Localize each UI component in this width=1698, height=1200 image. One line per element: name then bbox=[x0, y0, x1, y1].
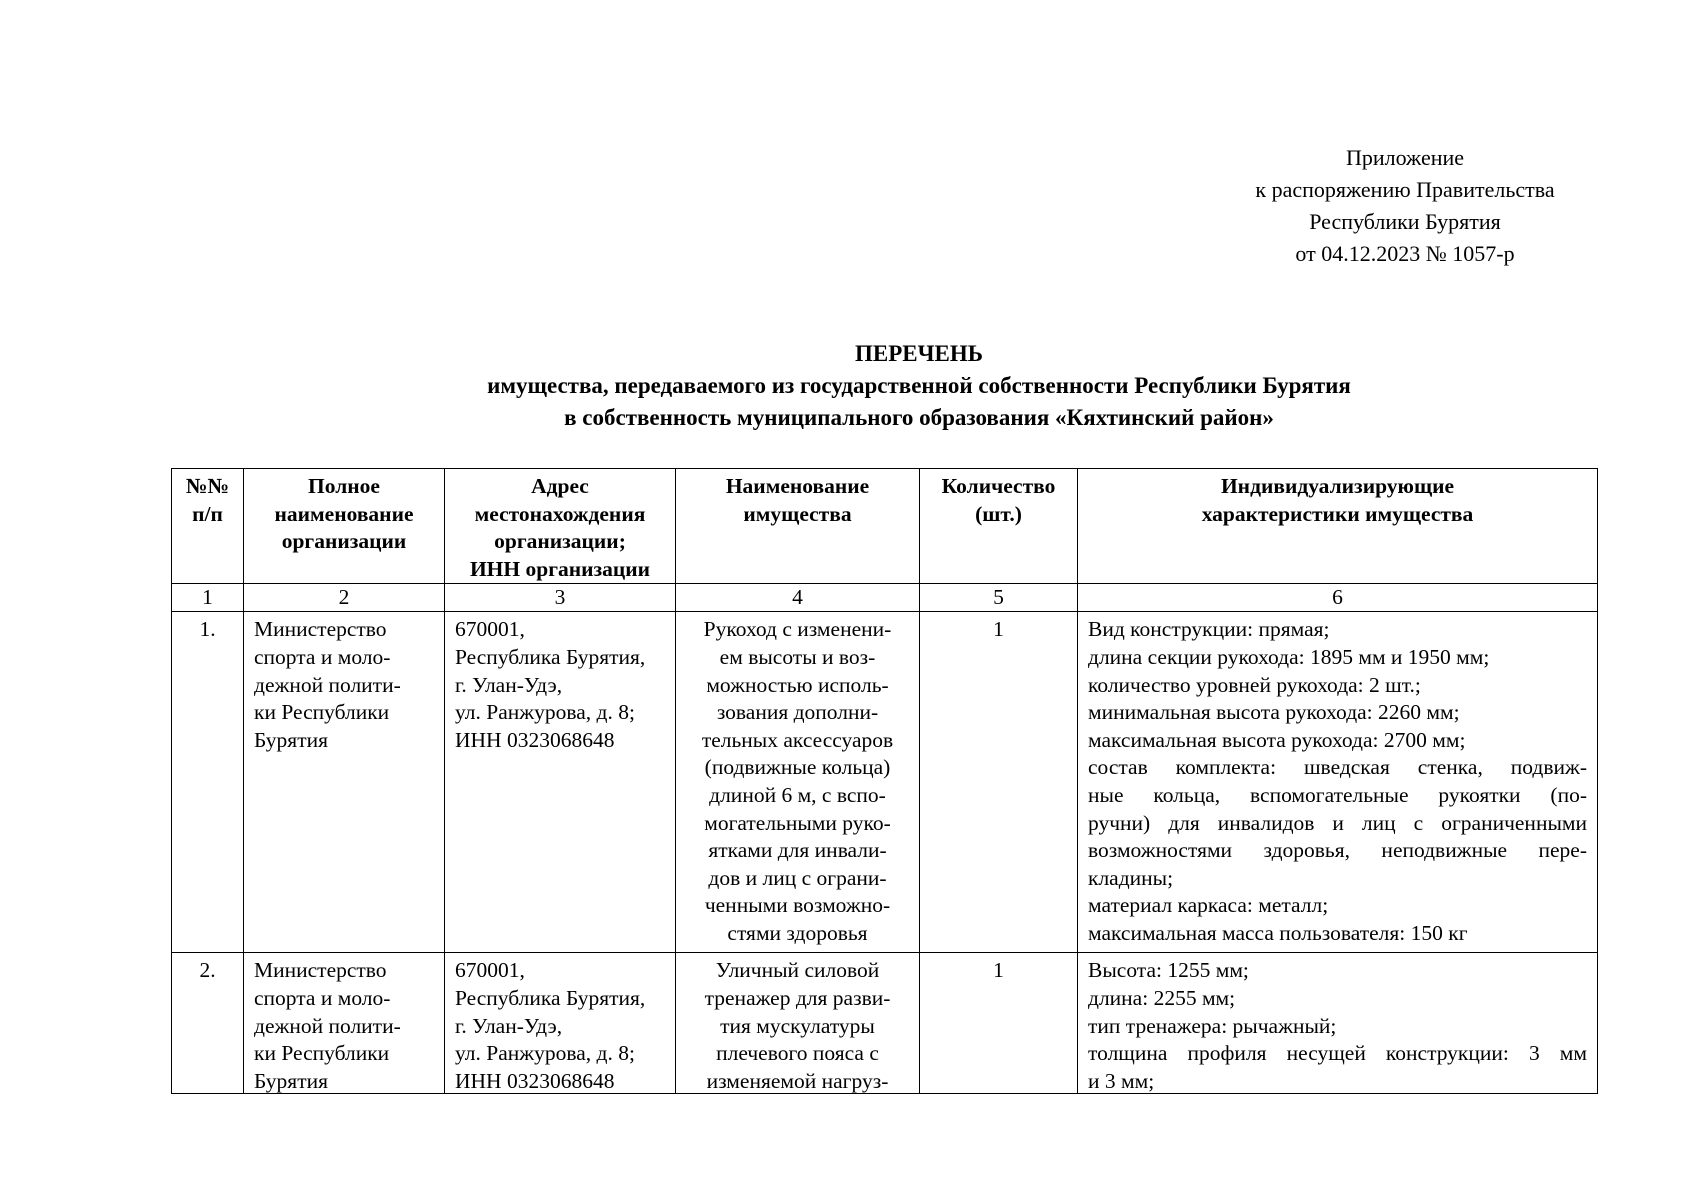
column-number: 4 bbox=[676, 584, 920, 612]
row-number: 1. bbox=[172, 612, 244, 953]
appendix-date-number: от 04.12.2023 № 1057-р bbox=[1295, 241, 1515, 266]
column-number-row bbox=[172, 584, 1598, 612]
quantity-cell: 1 bbox=[920, 612, 1078, 953]
organization-cell: Министерство спорта и моло- дежной полити- ки Республики Бурятия bbox=[244, 953, 445, 1094]
header-item-name: Наименование имущества bbox=[676, 469, 920, 584]
header-organization: Полное наименование организации bbox=[244, 469, 445, 584]
header-number: №№ п/п bbox=[172, 469, 244, 584]
appendix-block bbox=[1230, 142, 1580, 270]
appendix-label: Приложение bbox=[1345, 145, 1465, 170]
column-number: 1 bbox=[172, 584, 244, 612]
appendix-republic: Республики Бурятия bbox=[1309, 209, 1501, 234]
document-title bbox=[0, 338, 1698, 434]
item-name-cell: Рукоход с изменени- ем высоты и воз- можностью исполь- зования дополни- тельных аксессуаров (подвижные кольца) длиной 6 м, с вспо- могательными руко- ятками для инвали- дов и лиц с ограни- ченными возможно- стями здоровья bbox=[676, 612, 920, 953]
address-cell: 670001, Республика Бурятия, г. Улан-Удэ, ул. Ранжурова, д. 8; ИНН 0323068648 bbox=[445, 612, 676, 953]
header-quantity: Количество (шт.) bbox=[920, 469, 1078, 584]
title-line-2: имущества, передаваемого из государственной собственности Республики Бурятия bbox=[487, 373, 1351, 398]
header-characteristics: Индивидуализирующие характеристики имущества bbox=[1078, 469, 1598, 584]
column-number: 5 bbox=[920, 584, 1078, 612]
column-number: 2 bbox=[244, 584, 445, 612]
characteristics-cell: Высота: 1255 мм; длина: 2255 мм; тип тренажера: рычажный; толщина профиля несущей конструкции: 3 мм и 3 мм; bbox=[1078, 953, 1598, 1094]
title-line-3: в собственность муниципального образования «Кяхтинский район» bbox=[564, 405, 1274, 430]
property-table bbox=[171, 468, 1598, 1094]
characteristics-cell: Вид конструкции: прямая; длина секции рукохода: 1895 мм и 1950 мм; количество уровней рукохода: 2 шт.; минимальная высота рукохода: 2260 мм; максимальная высота рукохода: 2700 мм; состав комплекта: шведская стенка, подвиж- ные кольца, вспомогательные рукоятки (по- ручни) для инвалидов и лиц с ограниченными возможностями здоровья, неподвижные пере- кладины; материал каркаса: металл; максимальная масса пользователя: 150 кг bbox=[1078, 612, 1598, 953]
column-number: 3 bbox=[445, 584, 676, 612]
column-number: 6 bbox=[1078, 584, 1598, 612]
row-number: 2. bbox=[172, 953, 244, 1094]
organization-cell: Министерство спорта и моло- дежной полити- ки Республики Бурятия bbox=[244, 612, 445, 953]
header-address: Адрес местонахождения организации; ИНН организации bbox=[445, 469, 676, 584]
title-line-1: ПЕРЕЧЕНЬ bbox=[855, 341, 983, 366]
address-cell: 670001, Республика Бурятия, г. Улан-Удэ, ул. Ранжурова, д. 8; ИНН 0323068648 bbox=[445, 953, 676, 1094]
quantity-cell: 1 bbox=[920, 953, 1078, 1094]
table-row bbox=[172, 612, 1598, 953]
appendix-order-ref: к распоряжению Правительства bbox=[1255, 177, 1555, 202]
item-name-cell: Уличный силовой тренажер для разви- тия мускулатуры плечевого пояса с изменяемой нагруз- bbox=[676, 953, 920, 1094]
table-header-row bbox=[172, 469, 1598, 584]
table-row bbox=[172, 953, 1598, 1094]
